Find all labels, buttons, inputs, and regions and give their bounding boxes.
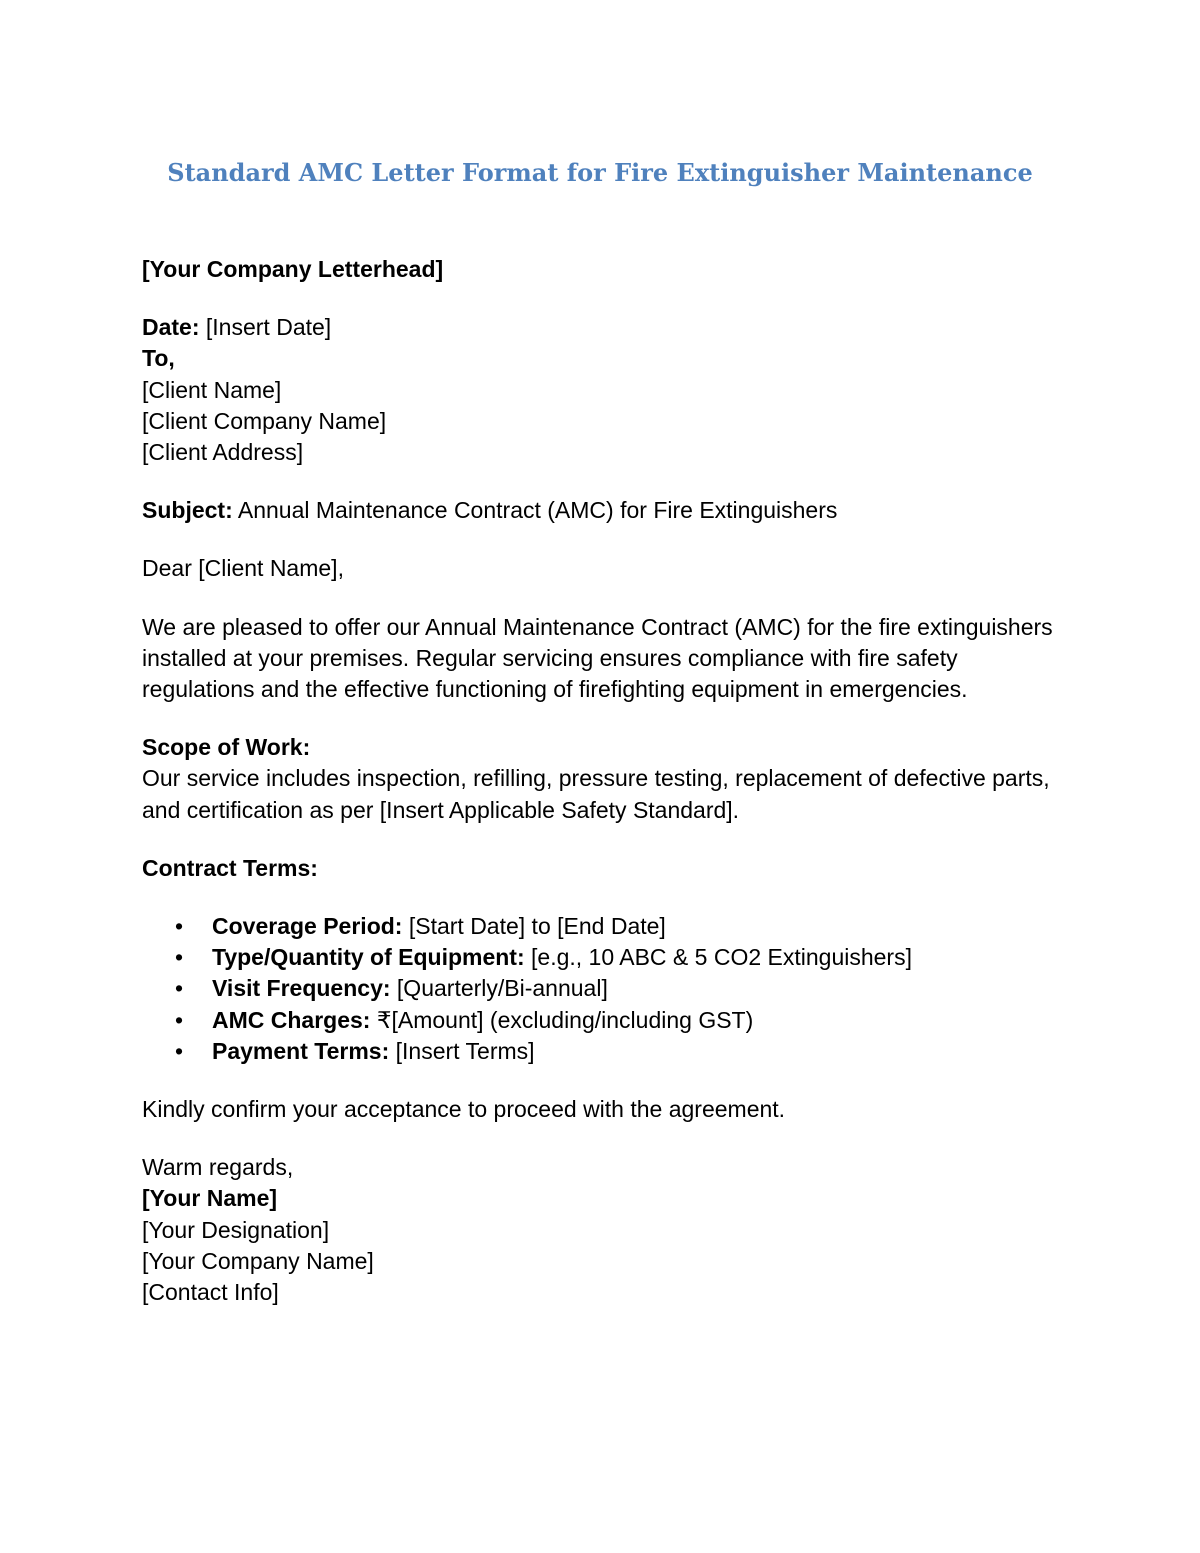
- signoff-regards: Warm regards,: [142, 1154, 294, 1181]
- scope-heading: Scope of Work:: [142, 734, 311, 761]
- term-value: [e.g., 10 ABC & 5 CO2 Extinguishers]: [524, 944, 912, 971]
- date-label: Date:: [142, 314, 200, 341]
- terms-heading: Contract Terms:: [142, 854, 318, 881]
- date-value: [Insert Date]: [199, 314, 332, 341]
- list-item: [142, 942, 1062, 973]
- term-label: Coverage Period:: [212, 913, 403, 940]
- subject-value: Annual Maintenance Contract (AMC) for Fire Extinguishers: [232, 497, 838, 524]
- terms-list: [142, 911, 1062, 1067]
- subject-label: Subject:: [142, 497, 233, 524]
- subject-line: [142, 495, 1062, 526]
- scope-text: Our service includes inspection, refilling, pressure testing, replacement of defective parts, and certification as per [Insert Applicable Safety Standard].: [142, 765, 1050, 823]
- bullet-icon: •: [175, 944, 184, 971]
- bullet-icon: •: [175, 1006, 184, 1033]
- signoff-designation: [Your Designation]: [142, 1216, 330, 1243]
- list-item: [142, 1036, 1062, 1067]
- signoff-contact: [Contact Info]: [142, 1279, 279, 1306]
- term-value: [Quarterly/Bi-annual]: [390, 975, 608, 1002]
- recipient-name: [Client Name]: [142, 376, 282, 403]
- signoff-name: [Your Name]: [142, 1185, 278, 1212]
- term-label: Type/Quantity of Equipment:: [212, 944, 525, 971]
- list-item: [142, 1005, 1062, 1036]
- list-item: [142, 911, 1062, 942]
- bullet-icon: •: [175, 975, 184, 1002]
- closing-line: Kindly confirm your acceptance to proceed with the agreement.: [142, 1096, 786, 1123]
- term-label: Payment Terms:: [212, 1037, 390, 1064]
- bullet-icon: •: [175, 1037, 184, 1064]
- term-label: AMC Charges:: [212, 1006, 371, 1033]
- date-line: [142, 312, 1062, 343]
- letterhead-placeholder: [Your Company Letterhead]: [142, 256, 444, 282]
- recipient-address: [Client Address]: [142, 439, 304, 466]
- intro-paragraph: We are pleased to offer our Annual Maintenance Contract (AMC) for the fire extinguishers installed at your premises. Regular servicing ensures compliance with fire safety regulations and the effective functioning of firefighting equipment in emergencies.: [142, 613, 1053, 703]
- signoff-company: [Your Company Name]: [142, 1247, 374, 1274]
- term-value: [Insert Terms]: [389, 1037, 535, 1064]
- bullet-icon: •: [175, 913, 184, 940]
- to-label: To,: [142, 345, 175, 372]
- term-value: ₹[Amount] (excluding/including GST): [370, 1006, 754, 1033]
- document-title: Standard AMC Letter Format for Fire Extinguisher Maintenance: [167, 158, 1033, 187]
- recipient-company: [Client Company Name]: [142, 407, 387, 434]
- salutation: Dear [Client Name],: [142, 555, 344, 582]
- letter-body: [142, 254, 1062, 1308]
- list-item: [142, 973, 1062, 1004]
- term-value: [Start Date] to [End Date]: [402, 913, 666, 940]
- term-label: Visit Frequency:: [212, 975, 391, 1002]
